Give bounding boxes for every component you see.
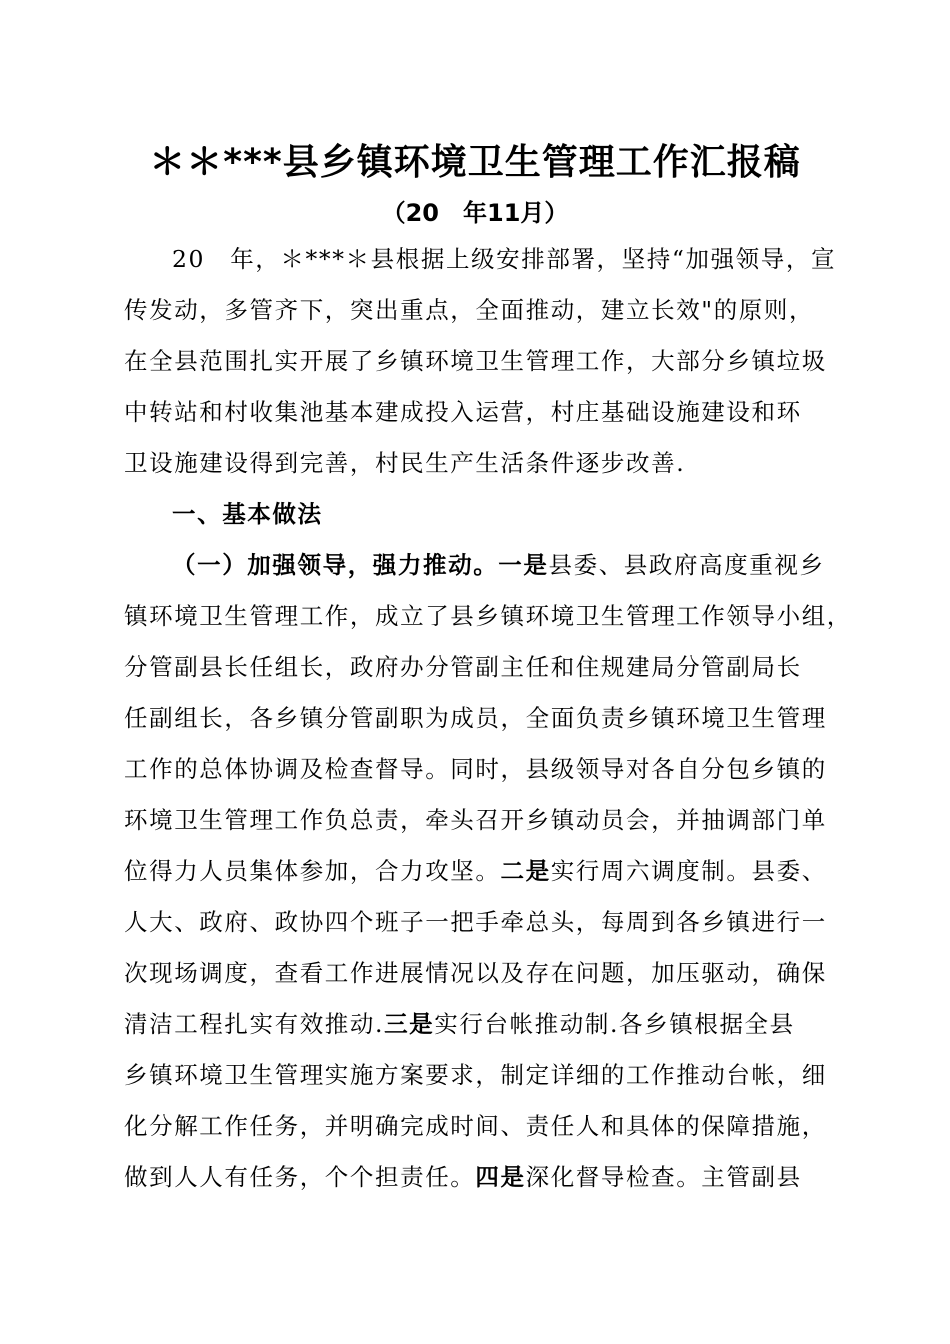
paragraph-line: 工作的总体协调及检查督导。同时，县级领导对各自分包乡镇的 — [124, 755, 827, 783]
paragraph-line: 卫设施建设得到完善，村民生产生活条件逐步改善. — [124, 449, 686, 477]
paragraph-line: 化分解工作任务，并明确完成时间、责任人和具体的保障措施， — [124, 1112, 827, 1140]
paragraph-line — [172, 550, 838, 580]
paragraph-line: 任副组长，各乡镇分管副职为成员，全面负责乡镇环境卫生管理 — [124, 704, 827, 732]
paragraph-line: 传发动，多管齐下，突出重点，全面推动，建立长效"的原则， — [124, 296, 815, 324]
bold-lead: 三是 — [384, 1010, 435, 1038]
paragraph-line — [124, 1162, 838, 1192]
paragraph-line: 环境卫生管理工作负总责，牵头召开乡镇动员会，并抽调部门单 — [124, 806, 827, 834]
paragraph-line: 乡镇环境卫生管理实施方案要求，制定详细的工作推动台帐，细 — [124, 1061, 827, 1089]
document-title: ＊＊***县乡镇环境卫生管理工作汇报稿 — [149, 142, 801, 183]
line-text: 清洁工程扎实有效推动. — [124, 1010, 385, 1038]
line-text: 位得力人员集体参加，合力攻坚。 — [124, 857, 501, 885]
bold-lead: 四是 — [475, 1163, 526, 1191]
bold-lead: 二是 — [500, 857, 551, 885]
document-date: （20 年11月） — [381, 199, 569, 227]
paragraph-line: 20 年，＊***＊县根据上级安排部署，坚持“加强领导，宣 — [172, 245, 837, 273]
line-text: 做到人人有任务，个个担责任。 — [124, 1163, 476, 1191]
line-text: 深化督导检查。主管副县 — [525, 1163, 802, 1191]
section-heading: 一、基本做法 — [172, 500, 323, 528]
line-text: 实行台帐推动制.各乡镇根据全县 — [434, 1010, 795, 1038]
paragraph-line: 镇环境卫生管理工作，成立了县乡镇环境卫生管理工作领导小组， — [124, 602, 852, 630]
paragraph-line — [124, 1009, 838, 1039]
paragraph-line: 分管副县长任组长，政府办分管副主任和住规建局分管副局长 — [124, 653, 802, 681]
paragraph-line — [124, 856, 838, 886]
paragraph-line: 中转站和村收集池基本建成投入运营，村庄基础设施建设和环 — [124, 398, 802, 426]
paragraph-line: 次现场调度，查看工作进展情况以及存在问题，加压驱动，确保 — [124, 959, 827, 987]
paragraph-line: 在全县范围扎实开展了乡镇环境卫生管理工作，大部分乡镇垃圾 — [124, 347, 827, 375]
bold-lead: （一）加强领导，强力推动。一是 — [172, 551, 549, 579]
line-text: 实行周六调度制。县委、 — [550, 857, 827, 885]
paragraph-line: 人大、政府、政协四个班子一把手牵总头，每周到各乡镇进行一 — [124, 908, 827, 936]
line-text: 县委、县政府高度重视乡 — [548, 551, 825, 579]
